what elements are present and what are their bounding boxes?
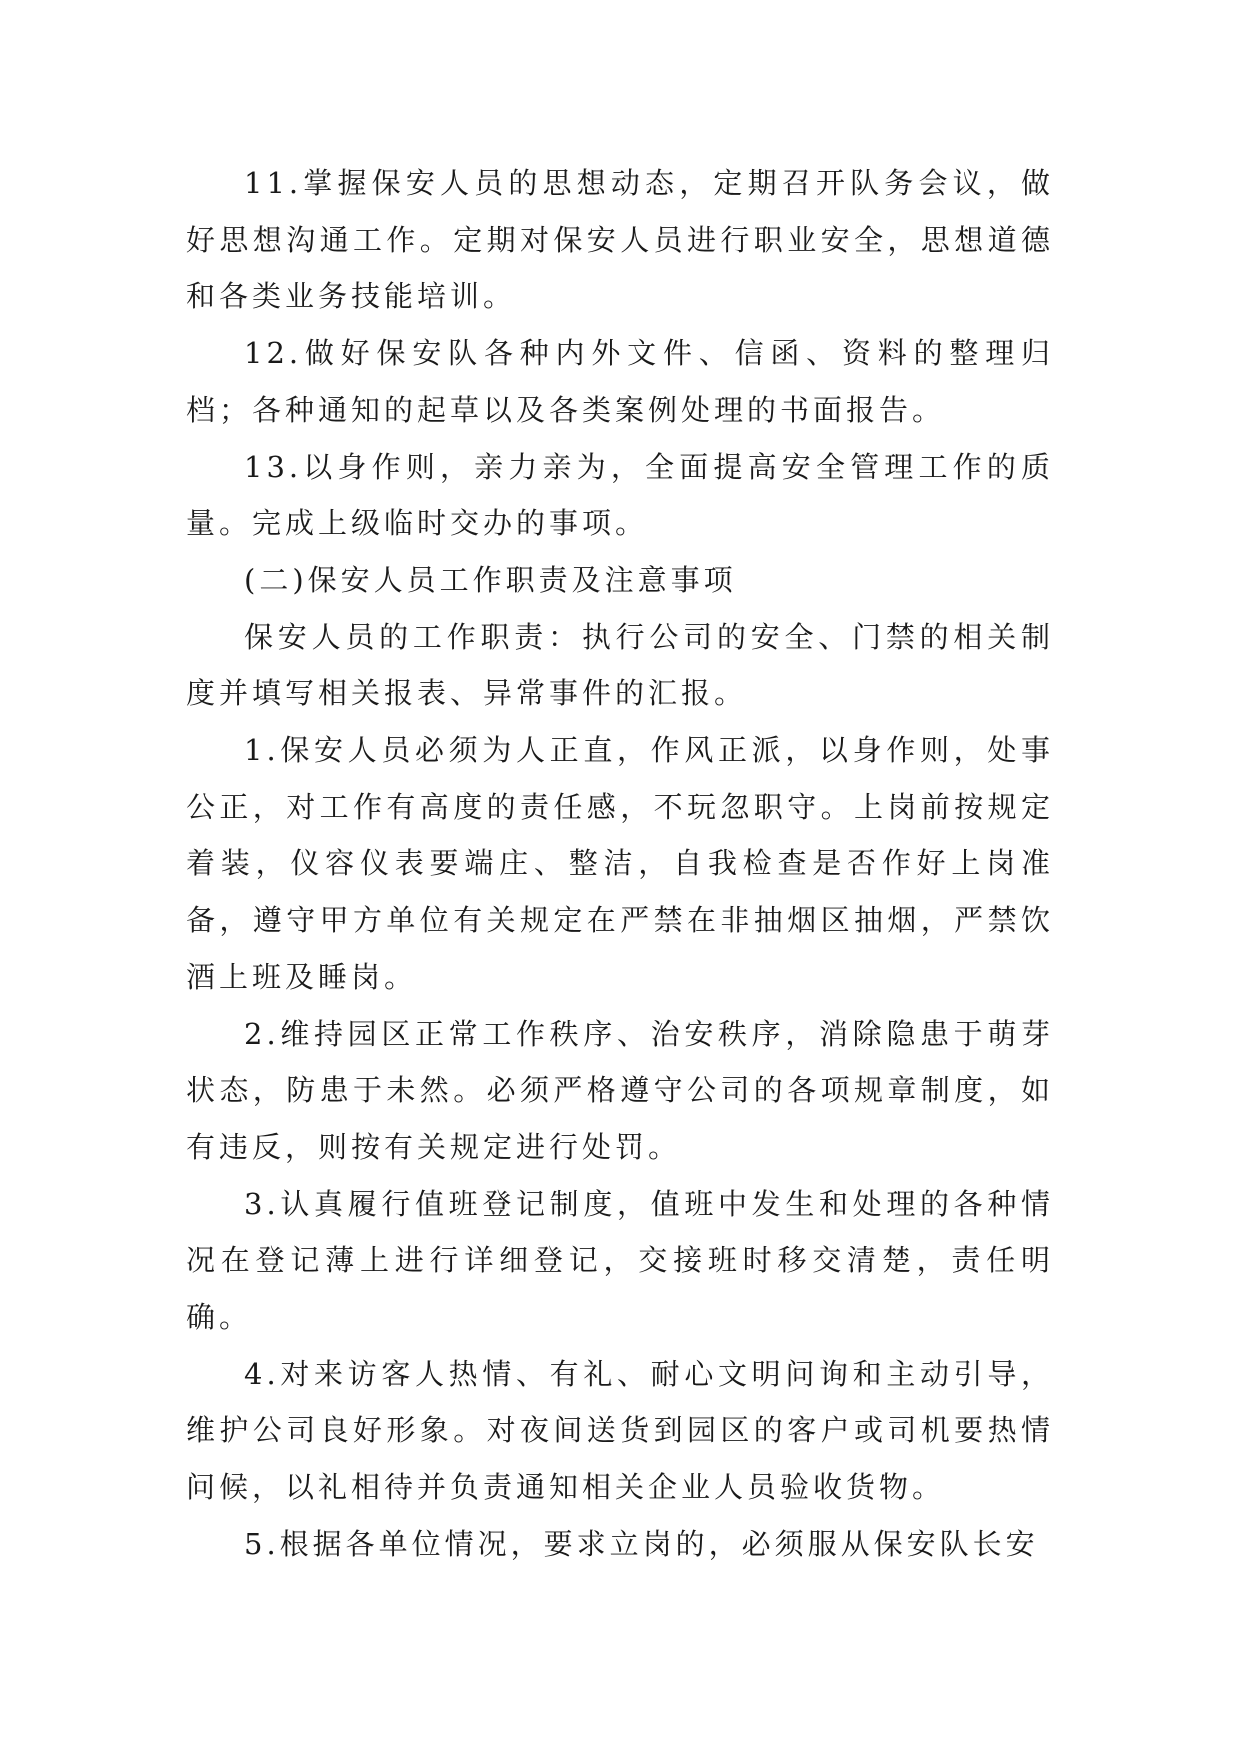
paragraph-item-13: 13.以身作则，亲力亲为，全面提高安全管理工作的质量。完成上级临时交办的事项。 <box>186 449 1054 541</box>
paragraph-item-4: 4.对来访客人热情、有礼、耐心文明问询和主动引导，维护公司良好形象。对夜间送货到园区的客户或司机要热情问候，以礼相待并负责通知相关企业人员验收货物。 <box>186 1356 1054 1505</box>
section-heading: (二)保安人员工作职责及注意事项 <box>244 562 737 597</box>
paragraph-item-12: 12.做好保安队各种内外文件、信函、资料的整理归档；各种通知的起草以及各类案例处理的书面报告。 <box>186 336 1054 427</box>
paragraph-item-11: 11.掌握保安人员的思想动态，定期召开队务会议，做好思想沟通工作。定期对保安人员进行职业安全，思想道德和各类业务技能培训。 <box>186 166 1054 314</box>
paragraph-item-2: 2.维持园区正常工作秩序、治安秩序，消除隐患于萌芽状态，防患于未然。必须严格遵守公司的各项规章制度，如有违反，则按有关规定进行处罚。 <box>186 1016 1054 1164</box>
section-intro: 保安人员的工作职责：执行公司的安全、门禁的相关制度并填写相关报表、异常事件的汇报。 <box>186 619 1054 711</box>
paragraph-item-5: 5.根据各单位情况，要求立岗的，必须服从保安队长安 <box>244 1526 1039 1561</box>
document-body <box>186 155 1054 1573</box>
paragraph-item-3: 3.认真履行值班登记制度，值班中发生和处理的各种情况在登记薄上进行详细登记，交接班时移交清楚，责任明确。 <box>186 1186 1054 1335</box>
paragraph-item-1: 1.保安人员必须为人正直，作风正派，以身作则，处事公正，对工作有高度的责任感，不玩忽职守。上岗前按规定着装，仪容仪表要端庄、整洁，自我检查是否作好上岗准备，遵守甲方单位有关规定在严禁在非抽烟区抽烟，严禁饮酒上班及睡岗。 <box>186 733 1054 994</box>
